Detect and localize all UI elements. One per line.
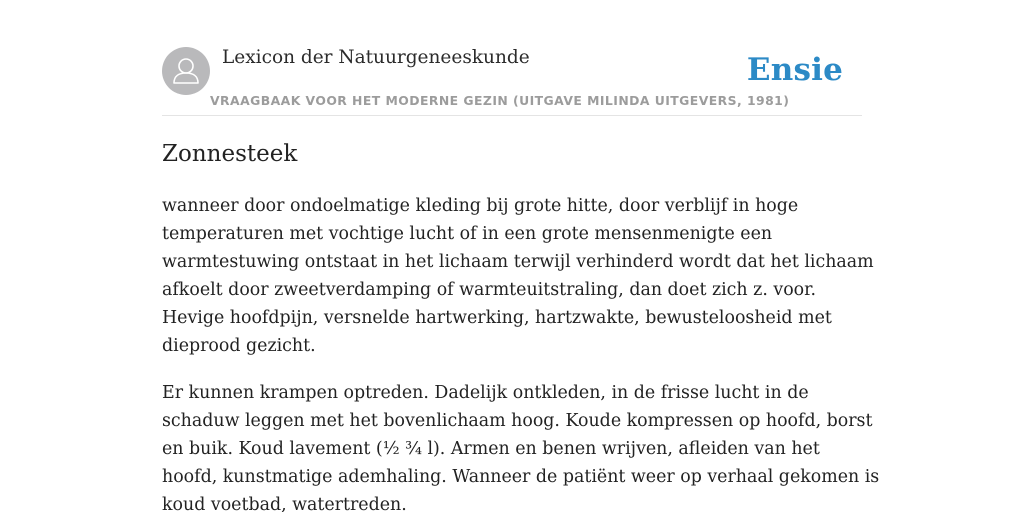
text-line: en buik. Koud lavement (½ ¾ l). Armen en benen wrijven, afleiden van het — [162, 439, 820, 459]
book-subtitle: VRAAGBAAK VOOR HET MODERNE GEZIN (UITGAVE MILINDA UITGEVERS, 1981) — [210, 93, 790, 108]
text-line: afkoelt door zweetverdamping of warmteuitstraling, dan doet zich z. voor. — [162, 280, 817, 300]
text-line: wanneer door ondoelmatige kleding bij grote hitte, door verblijf in hoge — [162, 196, 799, 216]
text-line: dieprood gezicht. — [162, 336, 316, 356]
book-title[interactable]: Lexicon der Natuurgeneeskunde — [222, 47, 530, 68]
text-line: Er kunnen krampen optreden. Dadelijk ontkleden, in de frisse lucht in de — [162, 383, 809, 403]
entry-title: Zonnesteek — [162, 141, 298, 167]
text-line: koud voetbad, watertreden. — [162, 495, 407, 512]
entry-paragraph-2 — [162, 379, 880, 512]
header-divider — [162, 115, 862, 116]
entry-paragraph-1 — [162, 192, 874, 360]
text-line: warmtestuwing ontstaat in het lichaam terwijl verhinderd wordt dat het lichaam — [162, 252, 874, 272]
text-line: schaduw leggen met het bovenlichaam hoog. Koude kompressen op hoofd, borst — [162, 411, 873, 431]
entry-body — [162, 192, 880, 512]
ensie-logo-link[interactable]: Ensie — [746, 52, 843, 88]
text-line: hoofd, kunstmatige ademhaling. Wanneer de patiënt weer op verhaal gekomen is — [162, 467, 880, 487]
text-line: Hevige hoofdpijn, versnelde hartwerking, hartzwakte, bewusteloosheid met — [162, 308, 832, 328]
page — [162, 0, 880, 512]
text-line: temperaturen met vochtige lucht of in een grote mensenmenigte een — [162, 224, 773, 244]
user-avatar-icon[interactable] — [162, 47, 210, 95]
